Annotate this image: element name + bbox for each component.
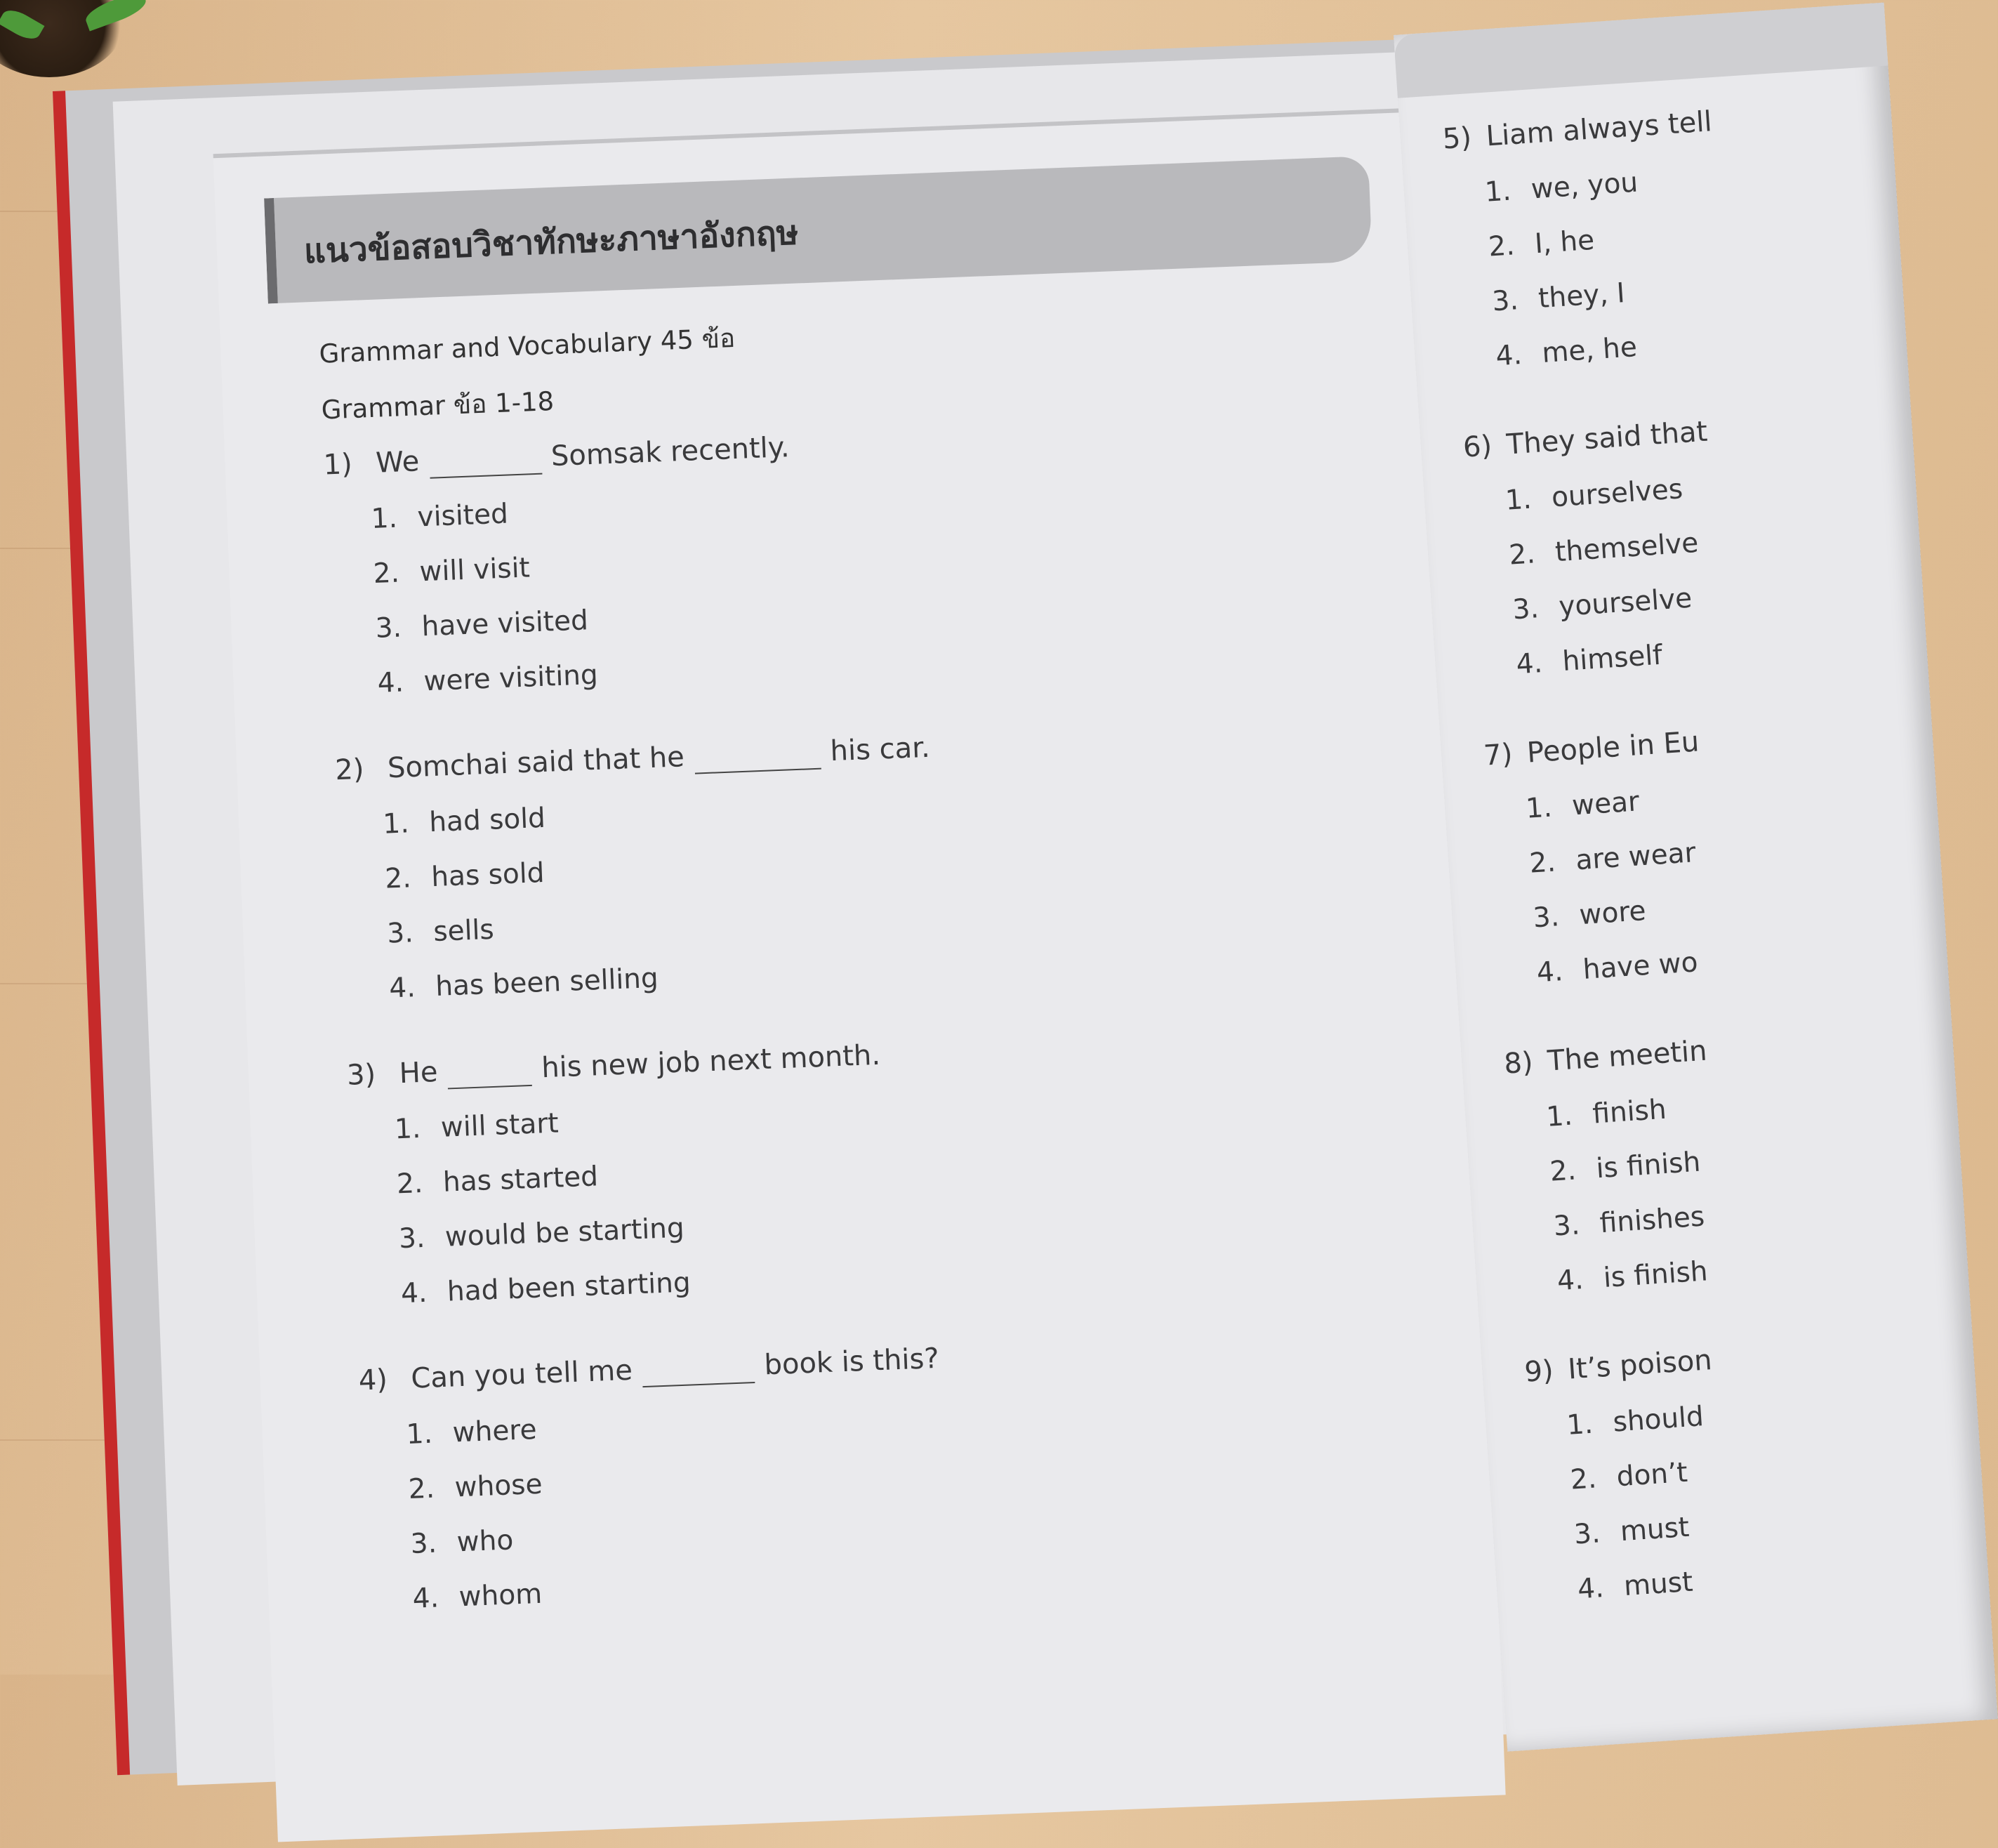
answer-blank [447, 1052, 533, 1090]
question-9: 9) It’s poison [1523, 1344, 1713, 1389]
option: 4. has been selling [388, 962, 659, 1005]
question-text: his new job next month. [541, 1038, 881, 1085]
option: 3. yourselve [1511, 582, 1693, 626]
option: 2. has started [396, 1161, 599, 1201]
question-text: Somsak recently. [550, 431, 790, 473]
question-4 [358, 1342, 940, 1399]
question-text: his car. [829, 731, 931, 768]
option: 4. have wo [1535, 946, 1699, 989]
option: 1. had sold [382, 802, 546, 840]
subsection-heading: Grammar ข้อ 1-18 [320, 385, 555, 425]
option: 3. wore [1532, 895, 1647, 935]
question-6: 6) They said that [1462, 415, 1709, 464]
option: 2. themselve [1507, 527, 1700, 572]
right-page-header-band [1394, 3, 1888, 98]
option: 3. would be starting [398, 1212, 685, 1255]
page-content [213, 107, 1506, 1842]
option: 2. are wear [1528, 837, 1697, 880]
section-heading: Grammar and Vocabulary 45 ข้อ [318, 322, 736, 369]
option: 4. me, he [1495, 331, 1639, 373]
option: 4. is finish [1556, 1255, 1709, 1298]
option: 2. is finish [1549, 1146, 1702, 1188]
question-number: 4) [357, 1364, 388, 1397]
question-5: 5) Liam always tell [1441, 105, 1713, 156]
option: 4. were visiting [376, 659, 599, 699]
option: 2. I, he [1487, 224, 1596, 263]
option: 2. whose [407, 1468, 543, 1505]
option: 4. whom [411, 1578, 543, 1615]
question-1 [323, 431, 790, 482]
question-number: 1) [322, 448, 353, 482]
option: 3. sells [386, 913, 495, 950]
question-text: He [398, 1055, 439, 1090]
option: 4. must [1576, 1566, 1694, 1606]
answer-blank [642, 1349, 755, 1387]
question-number: 2) [334, 753, 365, 787]
option: 4. had been starting [400, 1267, 692, 1310]
option: 1. finish [1545, 1093, 1667, 1133]
option: 4. himself [1515, 639, 1664, 681]
question-3 [346, 1039, 881, 1093]
option: 1. ourselves [1504, 473, 1684, 517]
question-text: book is this? [763, 1342, 940, 1382]
option: 3. must [1573, 1511, 1691, 1551]
option: 3. have visited [374, 605, 589, 645]
question-text: Can you tell me [410, 1354, 633, 1395]
question-text: Somchai said that he [387, 741, 685, 785]
option: 2. don’t [1569, 1456, 1689, 1496]
option: 1. where [405, 1413, 538, 1451]
answer-blank [694, 736, 821, 774]
option: 3. they, I [1491, 277, 1626, 318]
option: 2. will visit [372, 552, 531, 590]
option: 3. who [409, 1524, 515, 1560]
question-text: We [375, 445, 421, 480]
title-banner [264, 156, 1372, 303]
option: 1. we, you [1483, 166, 1639, 209]
question-7: 7) People in Eu [1482, 725, 1700, 772]
page-title: แนวข้อสอบวิชาทักษะภาษาอังกฤษ [303, 213, 800, 272]
option: 3. finishes [1552, 1201, 1706, 1243]
option: 1. will start [394, 1107, 560, 1146]
question-8: 8) The meetin [1502, 1034, 1708, 1081]
option: 1. wear [1524, 786, 1641, 825]
question-2 [335, 732, 931, 788]
book-left [53, 37, 1521, 1775]
answer-blank [428, 441, 542, 479]
question-number: 3) [346, 1058, 377, 1092]
option: 2. has sold [384, 857, 545, 895]
option: 1. visited [370, 498, 509, 536]
left-page [113, 51, 1511, 1786]
book-spine-edge [53, 91, 130, 1775]
option: 1. should [1566, 1401, 1705, 1441]
